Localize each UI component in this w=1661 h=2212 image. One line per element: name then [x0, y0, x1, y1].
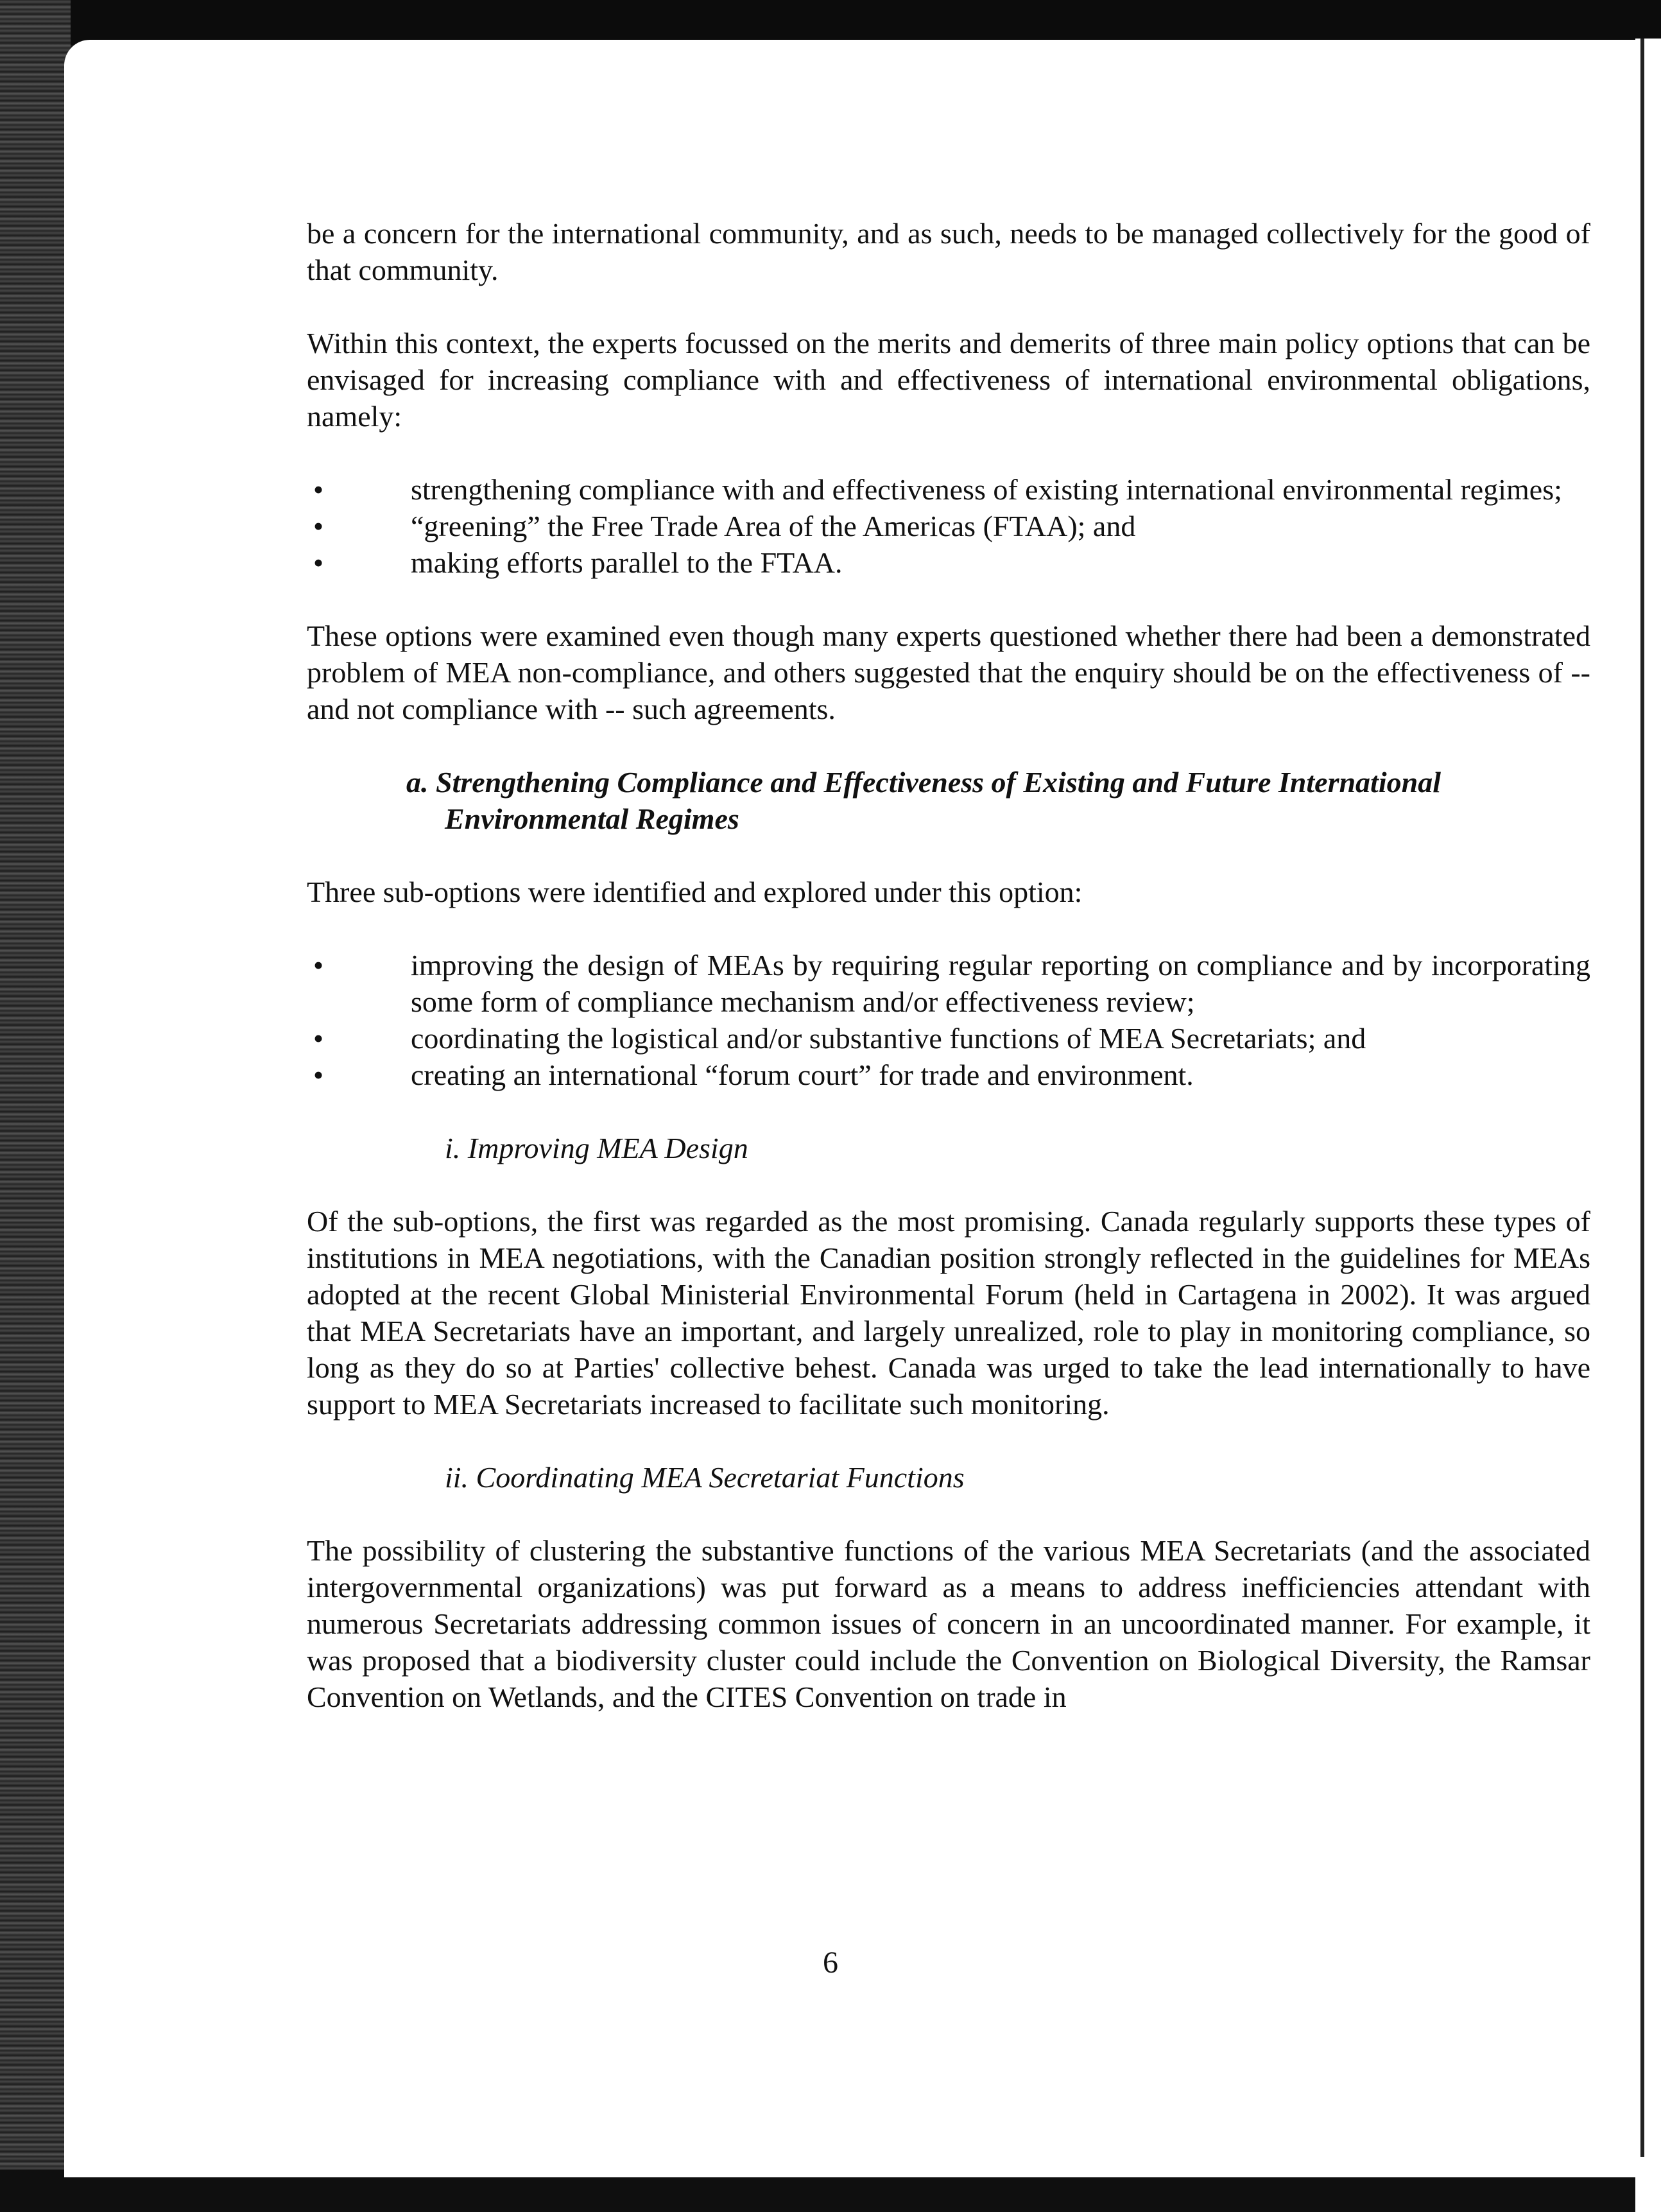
bullet-icon: • [313, 1022, 324, 1055]
subsection-heading-i: i. Improving MEA Design [445, 1132, 748, 1164]
scan-border-top [0, 0, 1661, 45]
paragraph-sub-options-intro: Three sub-options were identified and explored under this option: [307, 876, 1083, 908]
section-heading-a [307, 764, 1590, 837]
paragraph-continuation: be a concern for the international community, and as such, needs to be managed collectively for the good of that community. [307, 217, 1590, 286]
paragraph-improving-mea-design: Of the sub-options, the first was regarded as the most promising. Canada regularly supports these types of institutions in MEA negotiations, with the Canadian position strongly reflected in the guidelines for MEAs adopted at the recent Global Ministerial Environmental Forum (held in Cartagena in 2002). It was argued that MEA Secretariats have an important, and largely unrealized, role to play in monitoring compliance, so long as they do so at Parties' collective behest. Canada was urged to take the lead internationally to have support to MEA Secretariats increased to facilitate such monitoring. [307, 1205, 1590, 1421]
bullet-icon: • [313, 510, 324, 542]
policy-options-list [307, 471, 1590, 581]
paragraph-options-examined: These options were examined even though many experts questioned whether there had been a demonstrated problem of MEA non-compliance, and others suggested that the enquiry should be on the effectiveness of -- and not compliance with -- such agreements. [307, 619, 1590, 725]
list-item: • coordinating the logistical and/or substantive functions of MEA Secretariats; and [307, 1020, 1590, 1057]
page-number: 6 [823, 1946, 838, 1980]
section-heading-a-line1: a. Strengthening Compliance and Effectiveness of Existing and Future International [406, 766, 1441, 799]
subsection-heading-ii: ii. Coordinating MEA Secretariat Functions [445, 1461, 965, 1494]
page-right-margin [1635, 39, 1661, 2212]
section-heading-a-line2: Environmental Regimes [445, 802, 739, 835]
list-item: • “greening” the Free Trade Area of the Americas (FTAA); and [307, 508, 1590, 544]
list-item: • strengthening compliance with and effectiveness of existing international environmental regimes; [307, 471, 1590, 508]
bullet-icon: • [313, 473, 324, 506]
bullet-icon: • [313, 546, 324, 579]
scan-border-left [0, 0, 71, 2212]
list-item: • improving the design of MEAs by requiring regular reporting on compliance and by incorporating some form of compliance mechanism and/or effectiveness review; [307, 947, 1590, 1020]
document-body [307, 215, 1590, 1752]
paragraph-clustering-functions: The possibility of clustering the substantive functions of the various MEA Secretariats (and the associated intergovernmental organizations) was put forward as a means to address inefficiencies attendant with numerous Secretariats addressing common issues of concern in an uncoordinated manner. For example, it was proposed that a biodiversity cluster could include the Convention on Biological Diversity, the Ramsar Convention on Wetlands, and the CITES Convention on trade in [307, 1534, 1590, 1713]
paragraph-policy-options-intro: Within this context, the experts focussed on the merits and demerits of three main policy options that can be envisaged for increasing compliance with and effectiveness of international environmental obligations, namely: [307, 327, 1590, 433]
list-item: • making efforts parallel to the FTAA. [307, 544, 1590, 581]
bullet-icon: • [313, 1058, 324, 1091]
bullet-icon: • [313, 949, 324, 981]
list-item: • creating an international “forum court” for trade and environment. [307, 1057, 1590, 1093]
scan-edge-line [1640, 39, 1644, 2157]
sub-options-list [307, 947, 1590, 1093]
